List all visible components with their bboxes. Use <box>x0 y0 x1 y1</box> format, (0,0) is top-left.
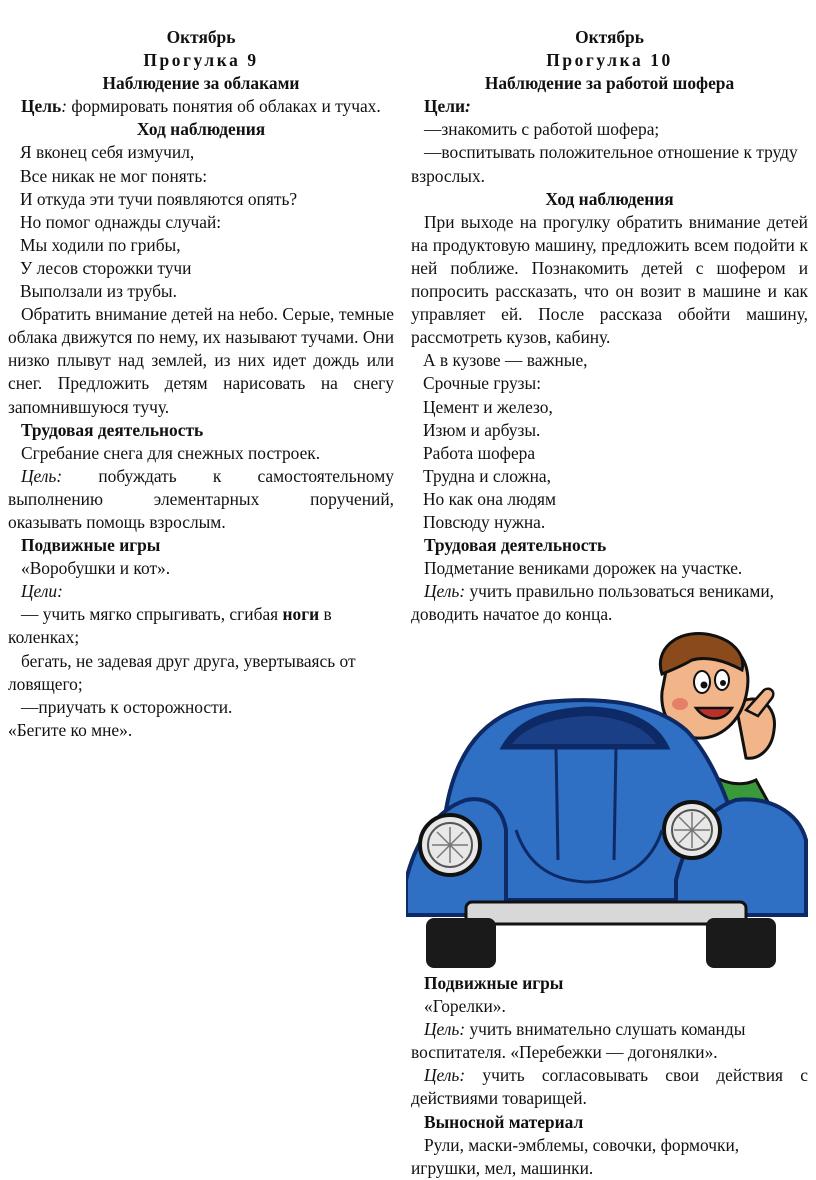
right-column <box>411 26 808 626</box>
labor-goal: Цель: учить правильно пользоваться вениками, доводить начатое до конца. <box>411 581 775 625</box>
goal-item: —воспитывать положительное отношение к труду взрослых. <box>411 142 798 186</box>
games-heading: Подвижные игры <box>424 973 564 993</box>
goal-item: —знакомить с работой шофера; <box>424 119 660 140</box>
month-title: Октябрь <box>575 27 644 47</box>
labor-goal-line2: оказывать помощь взрослым. <box>8 511 226 532</box>
poem <box>8 141 394 303</box>
goal-paragraph: Цель: формировать понятия об облаках и тучах. <box>21 96 381 117</box>
game-name: «Горелки». <box>424 996 506 1017</box>
left-column <box>8 26 394 742</box>
labor-heading: Трудовая деятельность <box>21 419 204 440</box>
walk-title: Прогулка 10 <box>546 50 673 71</box>
poem-line: Срочные грузы: <box>423 373 542 394</box>
material-text: Рули, маски-эмблемы, совочки, формочки, игрушки, мел, машинки. <box>411 1134 740 1178</box>
poem-line: Работа шофера <box>423 442 536 463</box>
labor-heading: Трудовая деятельность <box>424 535 607 556</box>
poem-line: Но помог однажды случай: <box>20 211 222 232</box>
goals-label: Цели: <box>21 581 63 602</box>
poem-line: Изюм и арбузы. <box>423 419 541 440</box>
poem-line: Я вконец себя измучил, <box>20 142 195 163</box>
poem-line: Выползали из трубы. <box>20 281 177 302</box>
observation-text: Обратить внимание детей на небо. Серые, темные облака движутся по нему, их называют тучами. Они низко плывут над землей, из них идет дождь или снег. Предложить детям нарисовать на снегу запомнившуюся тучу. <box>8 304 394 417</box>
game-goal: —приучать к осторожности. <box>21 696 233 717</box>
games-heading: Подвижные игры <box>21 535 161 556</box>
material-heading: Выносной материал <box>424 1111 584 1132</box>
poem-line: Но как она людям <box>423 488 557 509</box>
poem-line: Трудна и сложна, <box>423 465 551 486</box>
labor-goal-label: Цель: <box>21 465 63 486</box>
goals-label: Цели: <box>424 96 471 117</box>
poem-line: И откуда эти тучи появляются опять? <box>20 188 298 209</box>
observation-heading: Ход наблюдения <box>545 188 674 209</box>
labor-goal-line1: Цель: побуждать к самостоятельному выполнению элементарных поручений, <box>8 465 394 509</box>
car-driver-illustration <box>406 630 810 972</box>
observation-text: При выходе на прогулку обратить внимание детей на продуктовую машину, предложить всем подойти к ней поближе. Познакомить детей с шофером и попросить рассказать, что он возит в машине и как управляет ей. После рассказа обойти машину, рассмотреть кузов, кабину. <box>411 211 808 348</box>
game-name: «Бегите ко мне». <box>8 719 133 740</box>
game-name: «Воробушки и кот». <box>21 558 171 579</box>
poem <box>411 349 808 534</box>
observation-heading: Ход наблюдения <box>136 119 266 140</box>
lower-right-block <box>411 972 808 1180</box>
labor-text: Сгребание снега для снежных построек. <box>21 442 321 463</box>
poem-line: А в кузове — важные, <box>423 350 588 371</box>
walk-title: Прогулка 9 <box>143 50 259 71</box>
poem-line: Повсюду нужна. <box>423 511 546 532</box>
game-goal: бегать, не задевая друг друга, увертываясь от ловящего; <box>8 650 356 694</box>
poem-line: Мы ходили по грибы, <box>20 234 181 255</box>
goal-label: Цель <box>21 96 62 117</box>
poem-line: Все никак не мог понять: <box>20 165 208 186</box>
labor-text: Подметание вениками дорожек на участке. <box>424 558 743 579</box>
month-title: Октябрь <box>166 27 236 47</box>
game-goal: Цель: учить согласовывать свои действия с действиями товарищей. <box>411 1065 808 1109</box>
poem-line: Цемент и железо, <box>423 396 553 417</box>
topic-title: Наблюдение за облаками <box>102 73 300 94</box>
game-goal: — учить мягко спрыгивать, сгибая ноги в коленках; <box>8 604 332 648</box>
game-goal: Цель: учить внимательно слушать команды воспитателя. «Перебежки — догонялки». <box>411 1019 746 1063</box>
topic-title: Наблюдение за работой шофера <box>484 73 735 94</box>
poem-line: У лесов сторожки тучи <box>20 257 192 278</box>
